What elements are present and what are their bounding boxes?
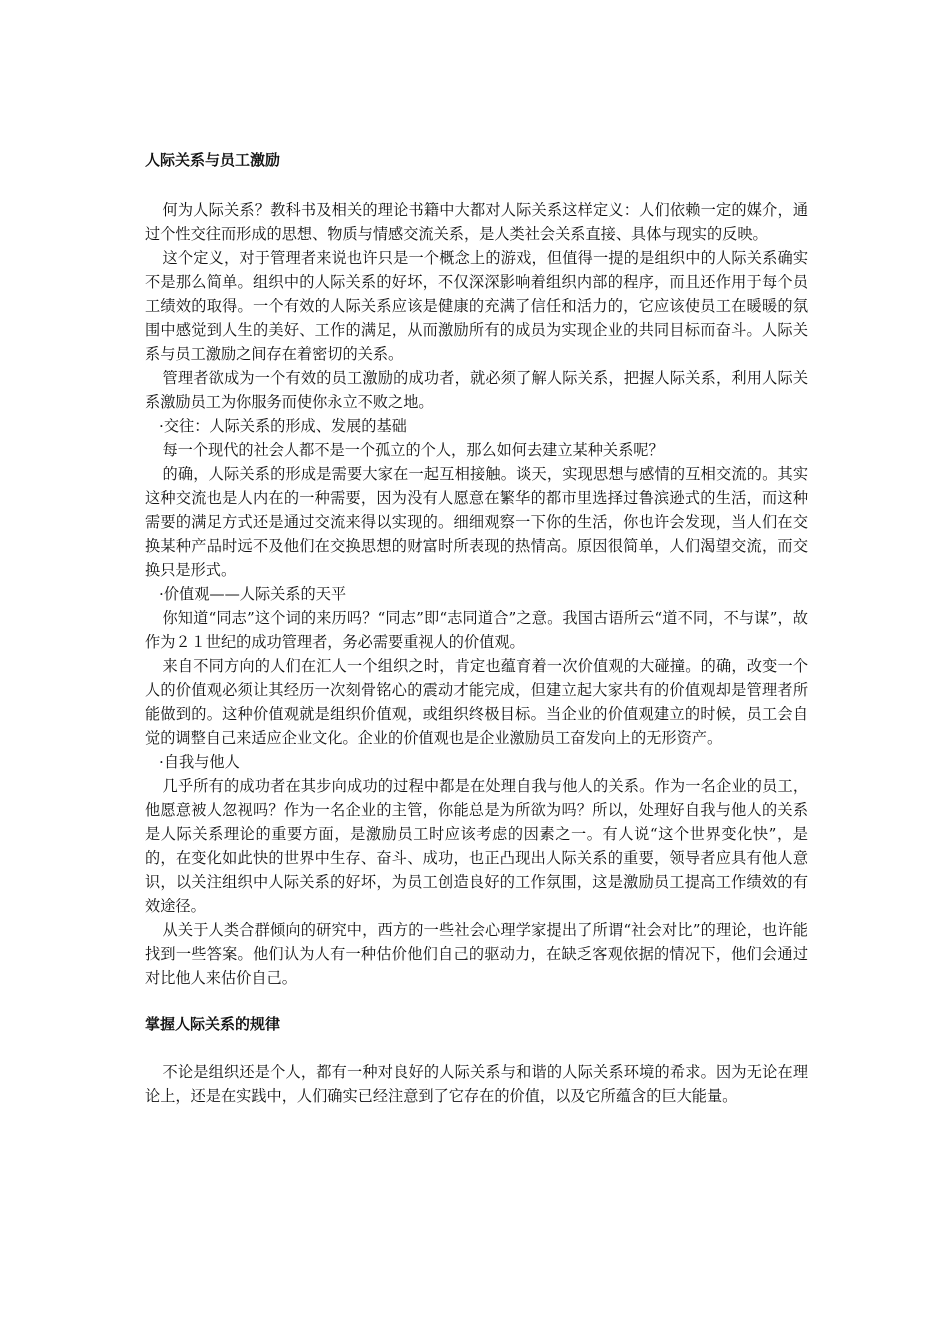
paragraph: 每一个现代的社会人都不是一个孤立的个人，那么如何去建立某种关系呢？ [162,441,664,459]
paragraph: 的确，人际关系的形成是需要大家在一起互相接触。谈天，实现思想与感情的互相交流的。其实这种交流也是人内在的一种需要，因为没有人愿意在繁华的都市里选择过鲁滨逊式的生活，而这种需要的满足方式还是通过交流来得以实现的。细细观察一下你的生活，你也许会发现，当人们在交换某种产品时远不及他们在交换思想的财富时所表现的热情高。原因很简单，人们渴望交流，而交换只是形式。 [145,465,808,579]
paragraph: 这个定义，对于管理者来说也许只是一个概念上的游戏，但值得一提的是组织中的人际关系确实不是那么简单。组织中的人际关系的好坏，不仅深深影响着组织内部的程序，而且还作用于每个员工绩效的取得。一个有效的人际关系应该是健康的充满了信任和活力的，它应该使员工在暖暖的氛围中感觉到人生的美好、工作的满足，从而激励所有的成员为实现企业的共同目标而奋斗。人际关系与员工激励之间存在着密切的关系。 [145,249,808,363]
paragraph: 何为人际关系？教科书及相关的理论书籍中大都对人际关系这样定义：人们依赖一定的媒介，通过个性交往而形成的思想、物质与情感交流关系，是人类社会关系直接、具体与现实的反映。 [145,201,808,243]
paragraph: 你知道“同志”这个词的来历吗？“同志”即“志同道合”之意。我国古语所云“道不同，不与谋”，故作为２１世纪的成功管理者，务必需要重视人的价值观。 [145,609,808,651]
subheading: ·价值观——人际关系的天平 [159,585,347,603]
paragraph: 不论是组织还是个人，都有一种对良好的人际关系与和谐的人际关系环境的希求。因为无论在理论上，还是在实践中，人们确实已经注意到了它存在的价值，以及它所蕴含的巨大能量。 [145,1063,808,1105]
subheading: ·交往：人际关系的形成、发展的基础 [159,417,407,435]
paragraph: 几乎所有的成功者在其步向成功的过程中都是在处理自我与他人的关系。作为一名企业的员工，他愿意被人忽视吗？作为一名企业的主管，你能总是为所欲为吗？所以，处理好自我与他人的关系是人际关系理论的重要方面，是激励员工时应该考虑的因素之一。有人说“这个世界变化快”，是的，在变化如此快的世界中生存、奋斗、成功，也正凸现出人际关系的重要，领导者应具有他人意识，以关注组织中人际关系的好坏，为员工创造良好的工作氛围，这是激励员工提高工作绩效的有效途径。 [145,777,808,915]
section-title: 人际关系与员工激励 [145,151,281,169]
paragraph: 管理者欲成为一个有效的员工激励的成功者，就必须了解人际关系，把握人际关系，利用人际关系激励员工为你服务而使你永立不败之地。 [145,369,808,411]
paragraph: 从关于人类合群倾向的研究中，西方的一些社会心理学家提出了所谓“社会对比”的理论，也许能找到一些答案。他们认为人有一种估价他们自己的驱动力，在缺乏客观依据的情况下，他们会通过对比他人来估价自己。 [145,921,808,987]
paragraph: 来自不同方向的人们在汇人一个组织之时，肯定也蕴育着一次价值观的大碰撞。的确，改变一个人的价值观必须让其经历一次刻骨铭心的震动才能完成，但建立起大家共有的价值观却是管理者所能做到的。这种价值观就是组织价值观，或组织终极目标。当企业的价值观建立的时候，员工会自觉的调整自己来适应企业文化。企业的价值观也是企业激励员工奋发向上的无形资产。 [145,657,808,747]
document-body [145,150,808,1108]
subheading: ·自我与他人 [159,753,240,771]
section-title: 掌握人际关系的规律 [145,1015,281,1033]
